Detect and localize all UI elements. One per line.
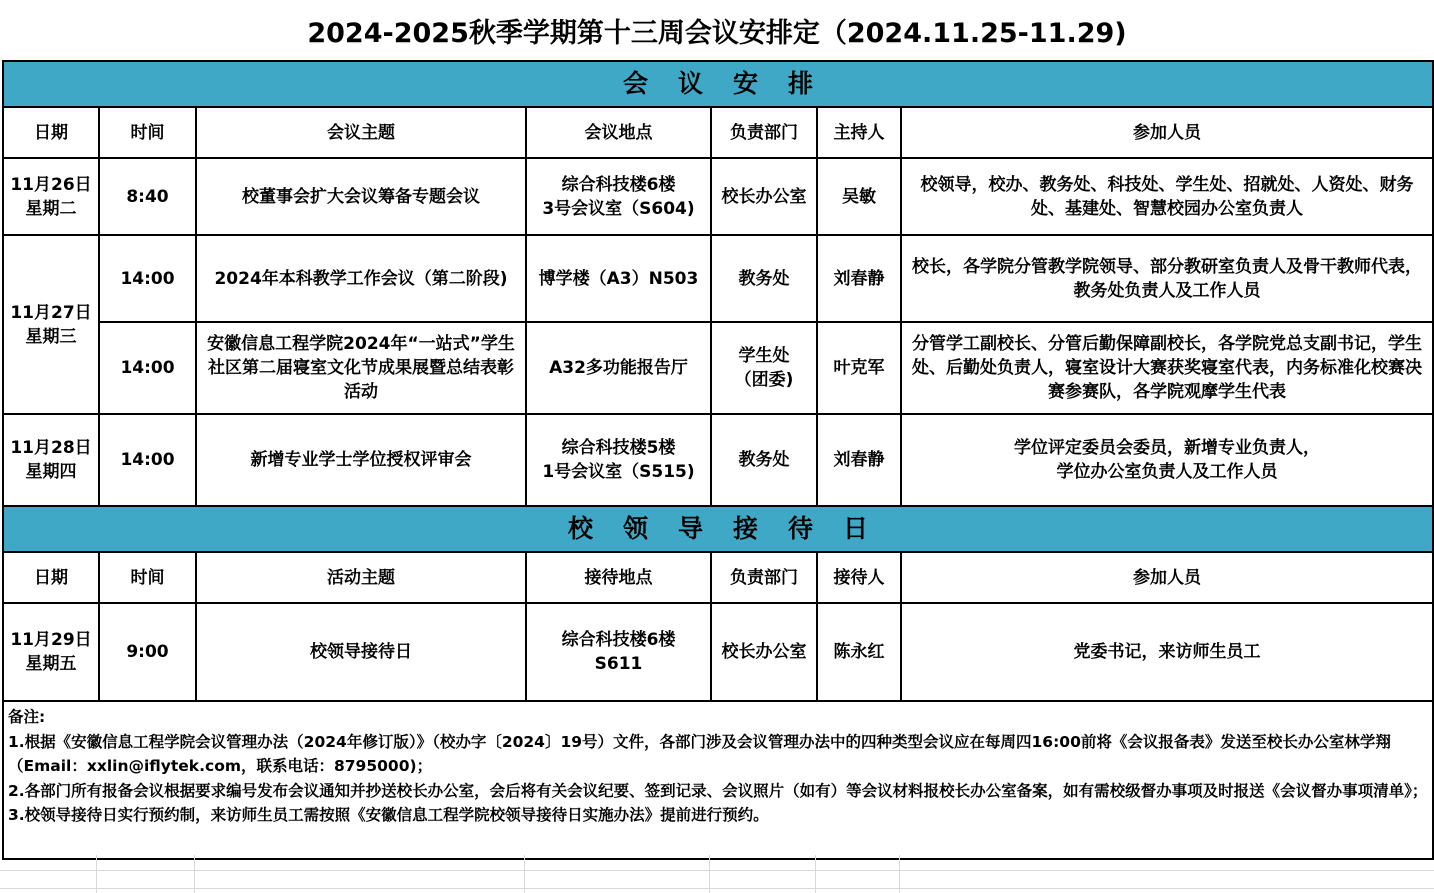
gridline [0,888,1434,889]
gridline [96,855,97,893]
cell-dept: 校长办公室 [711,158,817,235]
cell-dept: 校长办公室 [711,603,817,701]
cell-date: 11月29日 星期五 [3,603,99,701]
gridline [709,855,710,893]
reception-section-title: 校领导接待日 [3,506,1433,552]
page-title: 2024-2025秋季学期第十三周会议安排定（2024.11.25-11.29) [307,17,1127,49]
cell-time: 9:00 [99,603,196,701]
cell-attendees: 校长，各学院分管教学院领导、部分教研室负责人及骨干教师代表，教务处负责人及工作人员 [901,235,1433,322]
notes-heading: 备注: [8,708,46,726]
schedule-table [2,60,1434,860]
cell-location: 博学楼（A3）N503 [526,235,711,322]
cell-host: 陈永红 [817,603,901,701]
cell-topic: 安徽信息工程学院2024年“一站式”学生社区第二届寝室文化节成果展暨总结表彰活动 [196,322,526,414]
cell-location: 综合科技楼6楼 S611 [526,603,711,701]
cell-attendees: 党委书记，来访师生员工 [901,603,1433,701]
cell-topic: 2024年本科教学工作会议（第二阶段) [196,235,526,322]
table-row [3,235,1433,322]
table-row [3,603,1433,701]
header-location: 接待地点 [526,552,711,603]
meeting-section-title: 会议安排 [3,61,1433,107]
table-row [3,322,1433,414]
note-item: 2.各部门所有报备会议根据要求编号发布会议通知并抄送校长办公室，会后将有关会议纪要、签到记录、会议照片（如有）等会议材料报校长办公室备案，如有需校级督办事项及时报送《会议督办事项清单》； [8,781,1428,800]
table-row [3,414,1433,506]
cell-date: 11月27日 星期三 [3,235,99,414]
header-date: 日期 [3,107,99,158]
notes-cell [3,701,1433,859]
cell-location: A32多功能报告厅 [526,322,711,414]
header-host: 主持人 [817,107,901,158]
reception-header-row [3,552,1433,603]
cell-date: 11月28日 星期四 [3,414,99,506]
cell-dept: 教务处 [711,414,817,506]
header-dept: 负责部门 [711,552,817,603]
cell-topic: 新增专业学士学位授权评审会 [196,414,526,506]
cell-host: 叶克军 [817,322,901,414]
cell-time: 8:40 [99,158,196,235]
cell-host: 吴敏 [817,158,901,235]
header-attendees: 参加人员 [901,107,1433,158]
header-time: 时间 [99,107,196,158]
header-topic: 会议主题 [196,107,526,158]
header-topic: 活动主题 [196,552,526,603]
cell-location: 综合科技楼6楼 3号会议室（S604) [526,158,711,235]
cell-attendees: 校领导，校办、教务处、科技处、学生处、招就处、人资处、财务处、基建处、智慧校园办公室负责人 [901,158,1433,235]
meeting-section-band [3,61,1433,107]
header-host: 接待人 [817,552,901,603]
header-time: 时间 [99,552,196,603]
header-location: 会议地点 [526,107,711,158]
cell-host: 刘春静 [817,414,901,506]
table-row [3,158,1433,235]
cell-attendees: 分管学工副校长、分管后勤保障副校长，各学院党总支副书记，学生处、后勤处负责人，寝室设计大赛获奖寝室代表，内务标准化校赛决赛参赛队，各学院观摩学生代表 [901,322,1433,414]
note-item: 3.校领导接待日实行预约制，来访师生员工需按照《安徽信息工程学院校领导接待日实施办法》提前进行预约。 [8,806,769,824]
cell-attendees: 学位评定委员会委员，新增专业负责人， 学位办公室负责人及工作人员 [901,414,1433,506]
cell-topic: 校领导接待日 [196,603,526,701]
cell-date: 11月26日 星期二 [3,158,99,235]
reception-section-band [3,506,1433,552]
gridline [524,855,525,893]
meeting-header-row [3,107,1433,158]
cell-location: 综合科技楼5楼 1号会议室（S515) [526,414,711,506]
cell-host: 刘春静 [817,235,901,322]
cell-dept: 学生处 （团委) [711,322,817,414]
gridline [0,870,1434,871]
cell-dept: 教务处 [711,235,817,322]
gridline [899,855,900,893]
header-attendees: 参加人员 [901,552,1433,603]
cell-time: 14:00 [99,322,196,414]
cell-time: 14:00 [99,414,196,506]
note-item: 1.根据《安徽信息工程学院会议管理办法（2024年修订版）》（校办字〔2024〕19号）文件，各部门涉及会议管理办法中的四种类型会议应在每周四16:00前将《会议报备表》发送至校长办公室林学翔（Email：xxlin@iflytek.com，联系电话：8795000)； [8,732,1391,775]
header-dept: 负责部门 [711,107,817,158]
gridline [815,855,816,893]
notes-row [3,701,1433,859]
gridline [194,855,195,893]
header-date: 日期 [3,552,99,603]
cell-time: 14:00 [99,235,196,322]
cell-topic: 校董事会扩大会议筹备专题会议 [196,158,526,235]
